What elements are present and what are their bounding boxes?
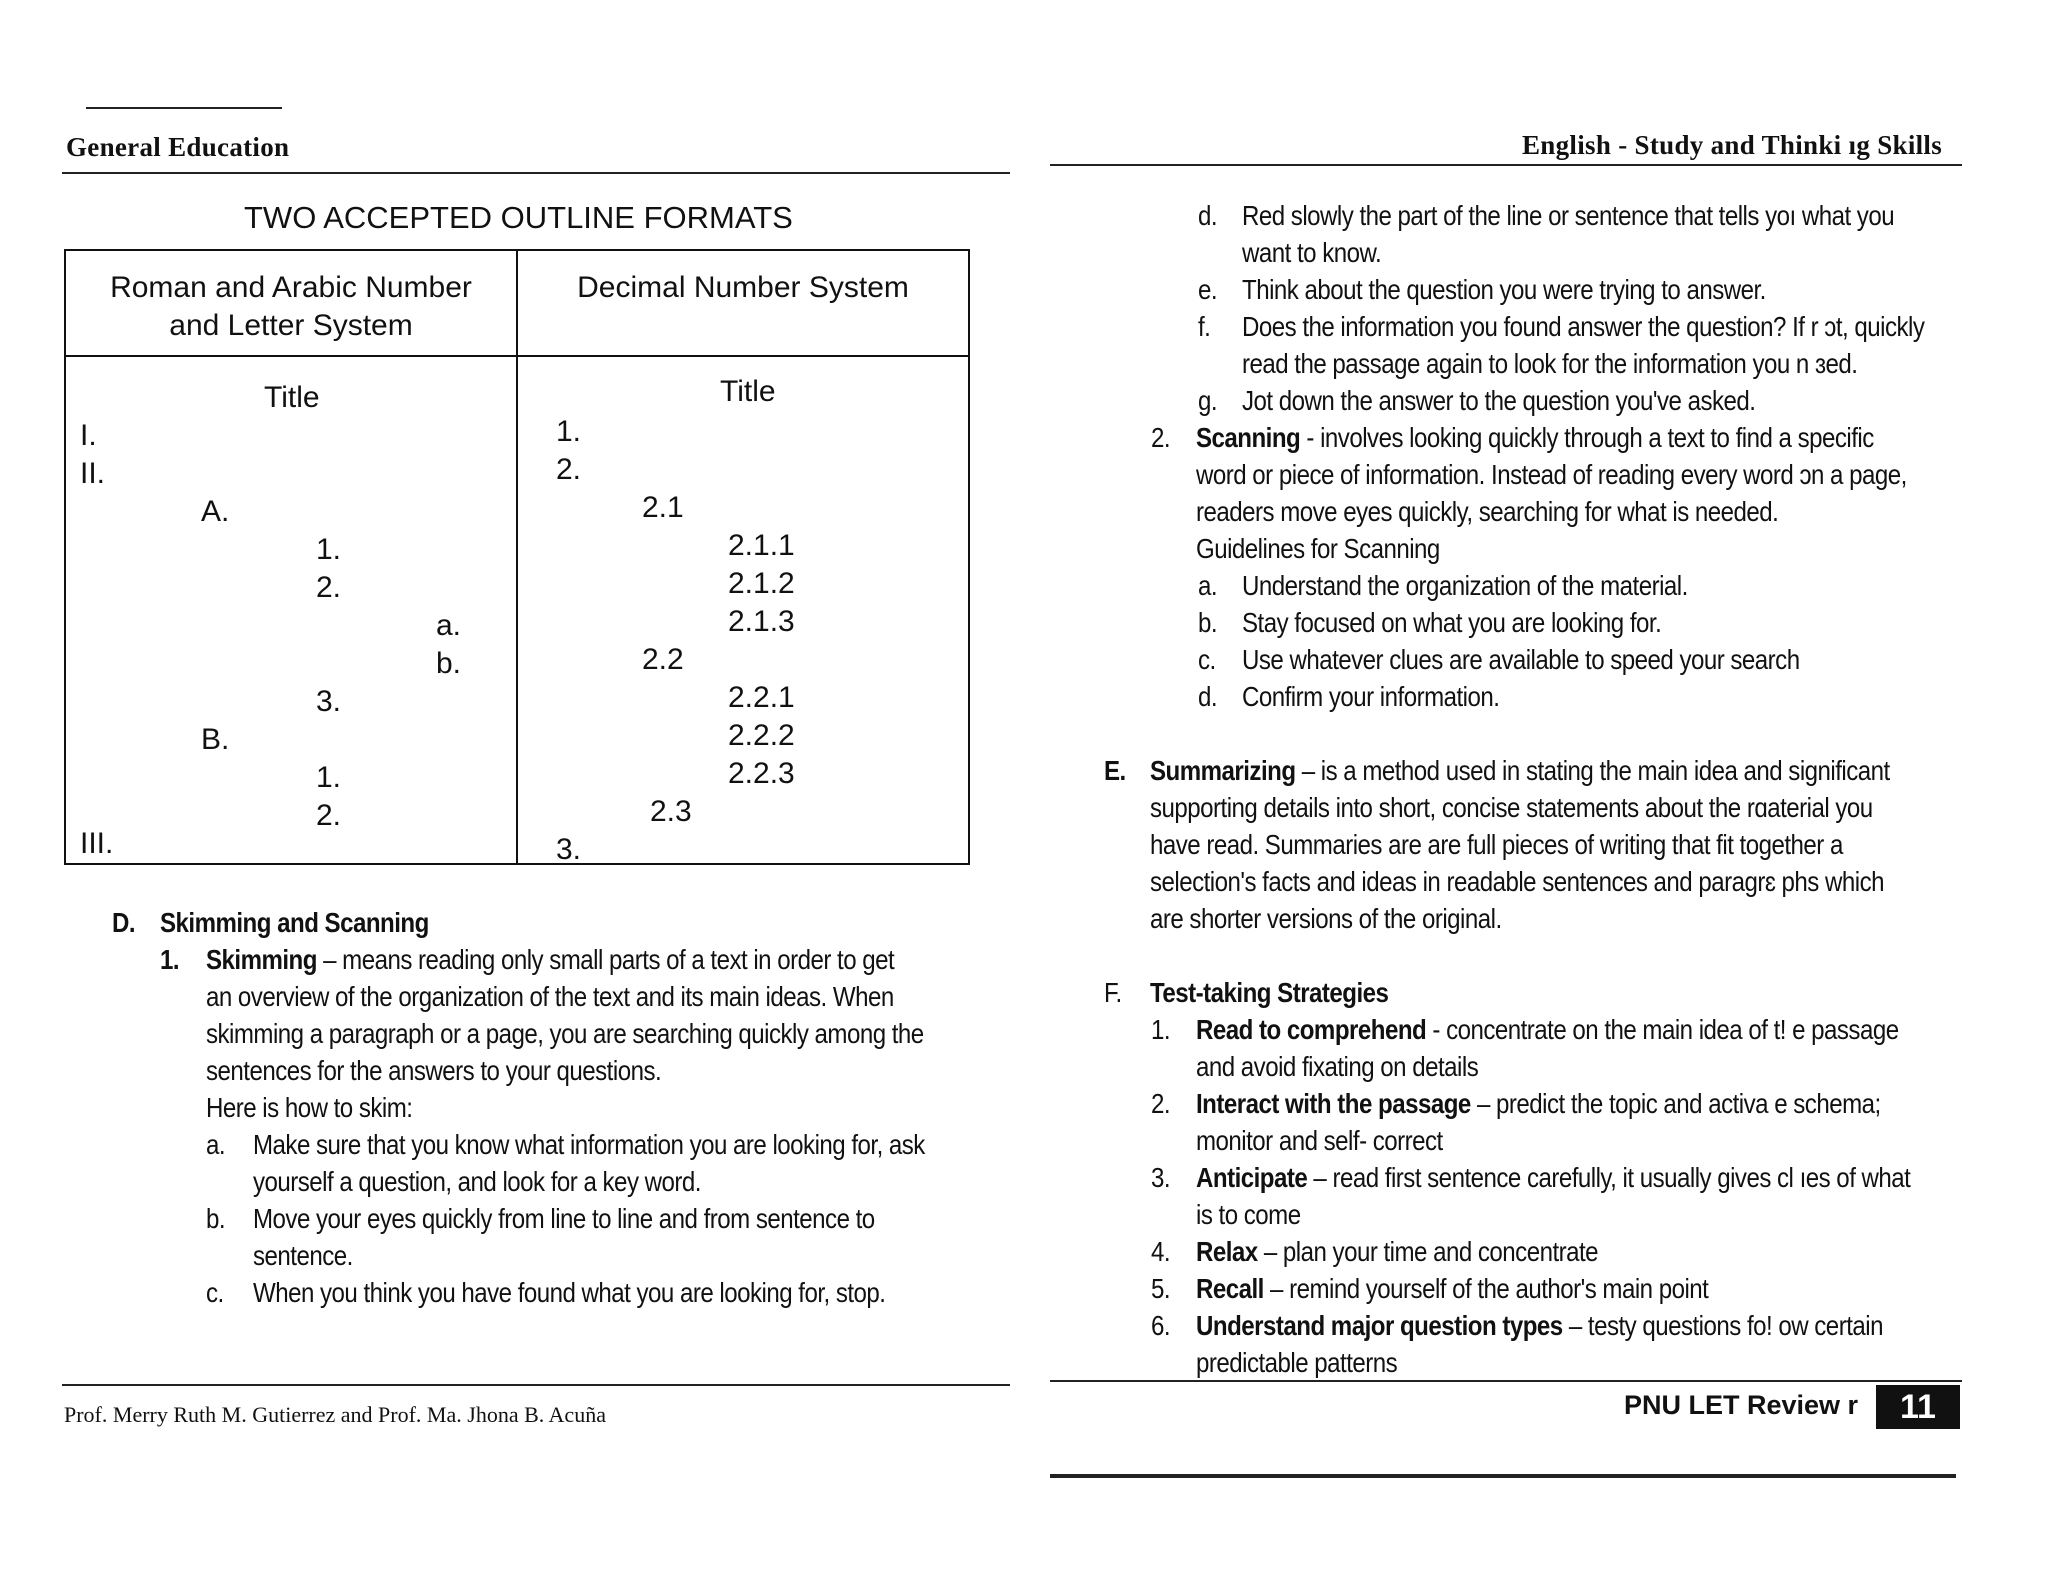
right-header-rule — [1050, 164, 1962, 166]
strategy-4-line-1: Relax – plan your time and concentrate — [1196, 1236, 1599, 1267]
strategy-2-line-1: Interact with the passage – predict the topic and activa e schema; — [1196, 1088, 1881, 1119]
decimal-title: Title — [720, 375, 776, 408]
left-footer-rule — [62, 1384, 1010, 1386]
roman-entry: I. — [80, 419, 97, 452]
decimal-entry: 2.1.1 — [728, 529, 795, 562]
read-g-line-1: Jot down the answer to the question you've asked. — [1242, 385, 1756, 416]
roman-entry: 2. — [316, 571, 342, 604]
summarizing-line-5: are shorter versions of the original. — [1150, 903, 1502, 934]
strategy-3-line-1: Anticipate – read first sentence carefully, it usually gives cl ıes of what — [1196, 1162, 1911, 1193]
strategy-1-number: 1. — [1151, 1014, 1171, 1045]
read-d-line-2: want to know. — [1242, 237, 1382, 268]
scanning-number: 2. — [1151, 422, 1171, 453]
left-footer-authors: Prof. Merry Ruth M. Gutierrez and Prof. Ma. Jhona B. Acuña — [64, 1402, 606, 1427]
read-f-line-2: read the passage again to look for the information you n ɜed. — [1242, 348, 1858, 379]
left-header-rule — [62, 172, 1010, 174]
strategy-1-line-2: and avoid fixating on details — [1196, 1051, 1479, 1082]
outline-table-title: TWO ACCEPTED OUTLINE FORMATS — [244, 200, 793, 235]
strategy-6-line-1: Understand major question types – testy questions fo! ow certain — [1196, 1310, 1883, 1341]
decimal-entry: 2.1 — [642, 491, 684, 524]
scanning-line-1: Scanning - involves looking quickly through a text to find a specific — [1196, 422, 1874, 453]
top-short-rule — [86, 107, 282, 109]
section-e-label: E. — [1104, 755, 1126, 786]
strategy-2-line-2: monitor and self- correct — [1196, 1125, 1443, 1156]
skimming-line-1: Skimming – means reading only small parts of a text in order to get — [206, 944, 895, 975]
skim-howto: Here is how to skim: — [206, 1092, 413, 1123]
section-d-heading: Skimming and Scanning — [160, 907, 429, 938]
skimming-line-3: skimming a paragraph or a page, you are searching quickly among the — [206, 1018, 924, 1049]
column-head-roman: Roman and Arabic Number and Letter System — [110, 271, 472, 342]
left-running-header: General Education — [66, 132, 290, 162]
summarizing-line-2: supporting details into short, concise statements about the rɑaterial you — [1150, 792, 1873, 823]
strategy-5-line-1: Recall – remind yourself of the author's main point — [1196, 1273, 1709, 1304]
scan-a-label: a. — [1198, 570, 1218, 601]
summarizing-line-4: selection's facts and ideas in readable sentences and paragrɛ phs which — [1150, 866, 1884, 897]
roman-entry: III. — [80, 827, 114, 860]
right-footer-rule — [1050, 1380, 1962, 1382]
decimal-entry: 2.2.2 — [728, 719, 795, 752]
roman-entry: II. — [80, 457, 106, 490]
roman-entry: A. — [201, 495, 230, 528]
table-column-divider — [516, 251, 518, 863]
scanning-guidelines: Guidelines for Scanning — [1196, 533, 1440, 564]
read-f-line-1: Does the information you found answer the question? If r ɔt, quickly — [1242, 311, 1925, 342]
summarizing-line-3: have read. Summaries are are full pieces of writing that fit together a — [1150, 829, 1843, 860]
section-f-heading: Test-taking Strategies — [1150, 977, 1389, 1008]
scan-c-label: c. — [1198, 644, 1216, 675]
skim-b-label: b. — [206, 1203, 226, 1234]
page-number-box: 11 — [1876, 1385, 1960, 1429]
summarizing-line-1: Summarizing – is a method used in stating the main idea and significant — [1150, 755, 1890, 786]
bottom-thick-rule — [1050, 1474, 1956, 1478]
scan-d-label: d. — [1198, 681, 1218, 712]
skim-b-line-1: Move your eyes quickly from line to line and from sentence to — [253, 1203, 875, 1234]
skim-c-label: c. — [206, 1277, 224, 1308]
decimal-entry: 1. — [556, 415, 582, 448]
scan-a-text: Understand the organization of the material. — [1242, 570, 1688, 601]
strategy-3-number: 3. — [1151, 1162, 1171, 1193]
roman-title: Title — [264, 381, 320, 414]
outline-formats-table — [64, 249, 970, 865]
strategy-2-number: 2. — [1151, 1088, 1171, 1119]
decimal-entry: 2.1.2 — [728, 567, 795, 600]
roman-entry: 1. — [316, 533, 342, 566]
skim-b-line-2: sentence. — [253, 1240, 353, 1271]
roman-entry: B. — [201, 723, 230, 756]
section-d-label: D. — [112, 907, 136, 938]
roman-entry: b. — [436, 647, 462, 680]
strategy-3-line-2: is to come — [1196, 1199, 1301, 1230]
column-head-decimal: Decimal Number System — [577, 271, 909, 304]
decimal-entry: 2.2.3 — [728, 757, 795, 790]
roman-entry: a. — [436, 609, 462, 642]
skim-a-line-1: Make sure that you know what information you are looking for, ask — [253, 1129, 925, 1160]
strategy-4-number: 4. — [1151, 1236, 1171, 1267]
read-e-label: e. — [1198, 274, 1218, 305]
read-e-line-1: Think about the question you were trying to answer. — [1242, 274, 1766, 305]
strategy-1-line-1: Read to comprehend - concentrate on the main idea of t! e passage — [1196, 1014, 1899, 1045]
decimal-entry: 2.3 — [650, 795, 692, 828]
table-header-divider — [66, 355, 968, 357]
roman-entry: 2. — [316, 799, 342, 832]
skim-a-line-2: yourself a question, and look for a key word. — [253, 1166, 701, 1197]
skimming-number: 1. — [160, 944, 180, 975]
decimal-entry: 2. — [556, 453, 582, 486]
scan-b-label: b. — [1198, 607, 1218, 638]
scan-c-text: Use whatever clues are available to speed your search — [1242, 644, 1800, 675]
scan-b-text: Stay focused on what you are looking for. — [1242, 607, 1662, 638]
strategy-6-number: 6. — [1151, 1310, 1171, 1341]
decimal-entry: 3. — [556, 833, 582, 866]
read-d-label: d. — [1198, 200, 1218, 231]
skim-c-line-1: When you think you have found what you are looking for, stop. — [253, 1277, 886, 1308]
roman-entry: 3. — [316, 685, 342, 718]
decimal-entry: 2.1.3 — [728, 605, 795, 638]
footer-review-title: PNU LET Review r — [1624, 1390, 1859, 1420]
roman-entry: 1. — [316, 761, 342, 794]
scanning-line-3: readers move eyes quickly, searching for what is needed. — [1196, 496, 1779, 527]
strategy-6-line-2: predictable patterns — [1196, 1347, 1398, 1378]
read-f-label: f. — [1198, 311, 1211, 342]
strategy-5-number: 5. — [1151, 1273, 1171, 1304]
scan-d-text: Confirm your information. — [1242, 681, 1500, 712]
read-d-line-1: Red slowly the part of the line or sentence that tells yoı what you — [1242, 200, 1895, 231]
skim-a-label: a. — [206, 1129, 226, 1160]
decimal-entry: 2.2 — [642, 643, 684, 676]
skimming-line-2: an overview of the organization of the text and its main ideas. When — [206, 981, 894, 1012]
decimal-entry: 2.2.1 — [728, 681, 795, 714]
read-g-label: g. — [1198, 385, 1218, 416]
section-f-label: F. — [1104, 977, 1122, 1008]
right-running-header: English - Study and Thinki ıg Skills — [1522, 130, 1943, 160]
skimming-line-4: sentences for the answers to your questions. — [206, 1055, 662, 1086]
scanning-line-2: word or piece of information. Instead of reading every word ɔn a page, — [1196, 459, 1907, 490]
